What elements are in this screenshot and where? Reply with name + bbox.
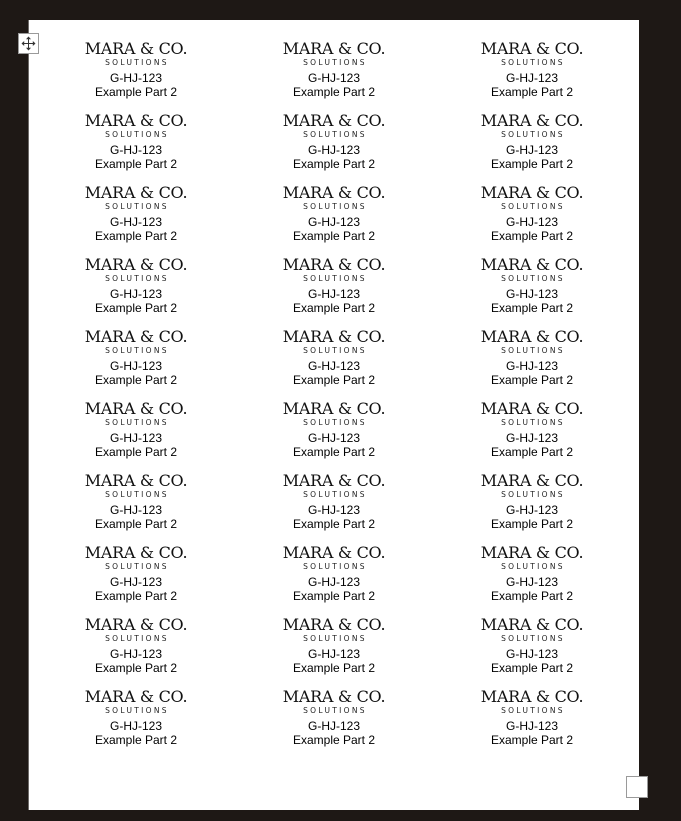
logo-wordmark: MARA & CO. [84,111,188,130]
part-name: Example Part 2 [94,301,178,315]
logo-tagline: SOLUTIONS [303,274,367,283]
label-cell[interactable] [433,184,631,256]
part-code: G-HJ-123 [109,71,162,85]
label-cell[interactable] [235,112,433,184]
company-logo [85,616,187,644]
logo-tagline: SOLUTIONS [303,562,367,571]
logo-tagline: SOLUTIONS [501,346,565,355]
part-code: G-HJ-123 [307,647,360,661]
logo-tagline: SOLUTIONS [105,706,169,715]
logo-tagline: SOLUTIONS [303,58,367,67]
logo-tagline: SOLUTIONS [303,346,367,355]
company-logo [481,112,583,140]
company-logo [481,472,583,500]
part-name: Example Part 2 [490,301,574,315]
part-name: Example Part 2 [292,229,376,243]
logo-tagline: SOLUTIONS [105,490,169,499]
company-logo [85,688,187,716]
logo-tagline: SOLUTIONS [501,274,565,283]
part-code: G-HJ-123 [307,431,360,445]
company-logo [85,40,187,68]
logo-tagline: SOLUTIONS [105,274,169,283]
label-cell[interactable] [433,544,631,616]
label-cell[interactable] [37,184,235,256]
logo-wordmark: MARA & CO. [480,615,584,634]
part-code: G-HJ-123 [307,143,360,157]
company-logo [481,544,583,572]
label-cell[interactable] [433,400,631,472]
part-name: Example Part 2 [94,373,178,387]
logo-tagline: SOLUTIONS [105,418,169,427]
part-name: Example Part 2 [94,445,178,459]
logo-tagline: SOLUTIONS [501,706,565,715]
part-code: G-HJ-123 [109,575,162,589]
logo-wordmark: MARA & CO. [480,471,584,490]
company-logo [283,400,385,428]
company-logo [85,328,187,356]
logo-tagline: SOLUTIONS [303,490,367,499]
part-code: G-HJ-123 [109,431,162,445]
label-cell[interactable] [37,544,235,616]
logo-wordmark: MARA & CO. [282,687,386,706]
part-code: G-HJ-123 [307,503,360,517]
company-logo [481,688,583,716]
logo-tagline: SOLUTIONS [105,562,169,571]
part-name: Example Part 2 [490,373,574,387]
part-name: Example Part 2 [292,733,376,747]
logo-wordmark: MARA & CO. [84,543,188,562]
part-code: G-HJ-123 [109,287,162,301]
logo-wordmark: MARA & CO. [282,399,386,418]
company-logo [283,544,385,572]
company-logo [283,112,385,140]
part-name: Example Part 2 [490,661,574,675]
part-name: Example Part 2 [490,589,574,603]
part-name: Example Part 2 [292,517,376,531]
logo-wordmark: MARA & CO. [84,39,188,58]
label-cell[interactable] [37,400,235,472]
logo-tagline: SOLUTIONS [105,130,169,139]
logo-wordmark: MARA & CO. [480,687,584,706]
part-name: Example Part 2 [490,445,574,459]
part-code: G-HJ-123 [505,71,558,85]
company-logo [481,400,583,428]
part-code: G-HJ-123 [109,647,162,661]
company-logo [85,544,187,572]
company-logo [85,472,187,500]
part-name: Example Part 2 [94,157,178,171]
part-code: G-HJ-123 [109,719,162,733]
logo-wordmark: MARA & CO. [282,111,386,130]
company-logo [283,256,385,284]
logo-tagline: SOLUTIONS [501,130,565,139]
logo-wordmark: MARA & CO. [84,399,188,418]
part-code: G-HJ-123 [109,359,162,373]
part-code: G-HJ-123 [109,503,162,517]
logo-wordmark: MARA & CO. [282,615,386,634]
company-logo [481,616,583,644]
table-resize-handle[interactable] [626,776,648,798]
logo-wordmark: MARA & CO. [84,255,188,274]
logo-tagline: SOLUTIONS [105,346,169,355]
part-code: G-HJ-123 [505,647,558,661]
logo-wordmark: MARA & CO. [282,255,386,274]
label-cell[interactable] [433,616,631,688]
part-name: Example Part 2 [94,517,178,531]
label-cell[interactable] [235,544,433,616]
logo-tagline: SOLUTIONS [501,562,565,571]
logo-wordmark: MARA & CO. [84,183,188,202]
company-logo [283,616,385,644]
part-name: Example Part 2 [292,589,376,603]
label-cell[interactable] [37,328,235,400]
logo-tagline: SOLUTIONS [501,634,565,643]
part-name: Example Part 2 [292,301,376,315]
logo-wordmark: MARA & CO. [480,183,584,202]
part-code: G-HJ-123 [307,287,360,301]
label-cell[interactable] [37,256,235,328]
part-name: Example Part 2 [490,733,574,747]
label-cell[interactable] [433,472,631,544]
part-name: Example Part 2 [94,229,178,243]
label-cell[interactable] [235,256,433,328]
part-code: G-HJ-123 [505,359,558,373]
logo-tagline: SOLUTIONS [303,418,367,427]
logo-tagline: SOLUTIONS [501,418,565,427]
part-code: G-HJ-123 [109,143,162,157]
company-logo [283,688,385,716]
company-logo [283,40,385,68]
logo-wordmark: MARA & CO. [480,543,584,562]
part-name: Example Part 2 [292,661,376,675]
logo-wordmark: MARA & CO. [282,39,386,58]
logo-tagline: SOLUTIONS [501,490,565,499]
part-code: G-HJ-123 [109,215,162,229]
label-cell[interactable] [235,472,433,544]
company-logo [481,256,583,284]
part-code: G-HJ-123 [307,359,360,373]
label-cell[interactable] [37,472,235,544]
label-cell[interactable] [235,616,433,688]
label-table [37,40,631,760]
part-name: Example Part 2 [94,589,178,603]
part-name: Example Part 2 [292,373,376,387]
company-logo [85,184,187,212]
label-cell[interactable] [235,688,433,760]
part-name: Example Part 2 [94,733,178,747]
logo-tagline: SOLUTIONS [105,634,169,643]
logo-wordmark: MARA & CO. [282,327,386,346]
logo-tagline: SOLUTIONS [501,202,565,211]
four-way-arrow-icon [21,36,36,51]
part-name: Example Part 2 [490,229,574,243]
logo-tagline: SOLUTIONS [303,634,367,643]
company-logo [85,400,187,428]
logo-wordmark: MARA & CO. [282,543,386,562]
part-code: G-HJ-123 [505,719,558,733]
part-code: G-HJ-123 [505,215,558,229]
logo-wordmark: MARA & CO. [84,615,188,634]
part-name: Example Part 2 [292,445,376,459]
label-cell[interactable] [433,328,631,400]
part-code: G-HJ-123 [307,215,360,229]
window-top-strip [0,0,681,20]
part-code: G-HJ-123 [307,719,360,733]
label-cell[interactable] [37,616,235,688]
table-move-handle[interactable] [18,33,39,54]
part-name: Example Part 2 [490,157,574,171]
logo-tagline: SOLUTIONS [105,202,169,211]
logo-wordmark: MARA & CO. [480,255,584,274]
label-cell[interactable] [37,40,235,112]
label-cell[interactable] [235,328,433,400]
company-logo [481,328,583,356]
logo-wordmark: MARA & CO. [480,39,584,58]
label-cell[interactable] [37,112,235,184]
logo-wordmark: MARA & CO. [480,399,584,418]
logo-wordmark: MARA & CO. [84,471,188,490]
part-code: G-HJ-123 [505,503,558,517]
company-logo [481,40,583,68]
logo-tagline: SOLUTIONS [501,58,565,67]
part-code: G-HJ-123 [505,287,558,301]
part-code: G-HJ-123 [307,71,360,85]
logo-wordmark: MARA & CO. [84,687,188,706]
company-logo [283,472,385,500]
logo-wordmark: MARA & CO. [282,183,386,202]
logo-wordmark: MARA & CO. [480,111,584,130]
part-name: Example Part 2 [490,85,574,99]
company-logo [481,184,583,212]
logo-tagline: SOLUTIONS [303,130,367,139]
part-name: Example Part 2 [94,85,178,99]
company-logo [85,256,187,284]
logo-tagline: SOLUTIONS [303,706,367,715]
label-cell[interactable] [433,112,631,184]
company-logo [283,328,385,356]
label-cell[interactable] [235,40,433,112]
label-cell[interactable] [235,184,433,256]
logo-wordmark: MARA & CO. [84,327,188,346]
part-code: G-HJ-123 [505,575,558,589]
part-code: G-HJ-123 [307,575,360,589]
logo-tagline: SOLUTIONS [303,202,367,211]
part-name: Example Part 2 [292,85,376,99]
part-name: Example Part 2 [292,157,376,171]
label-cell[interactable] [235,400,433,472]
part-name: Example Part 2 [94,661,178,675]
label-cell[interactable] [433,256,631,328]
part-code: G-HJ-123 [505,143,558,157]
company-logo [283,184,385,212]
logo-wordmark: MARA & CO. [480,327,584,346]
company-logo [85,112,187,140]
part-name: Example Part 2 [490,517,574,531]
logo-tagline: SOLUTIONS [105,58,169,67]
part-code: G-HJ-123 [505,431,558,445]
logo-wordmark: MARA & CO. [282,471,386,490]
label-cell[interactable] [433,40,631,112]
label-cell[interactable] [433,688,631,760]
label-cell[interactable] [37,688,235,760]
